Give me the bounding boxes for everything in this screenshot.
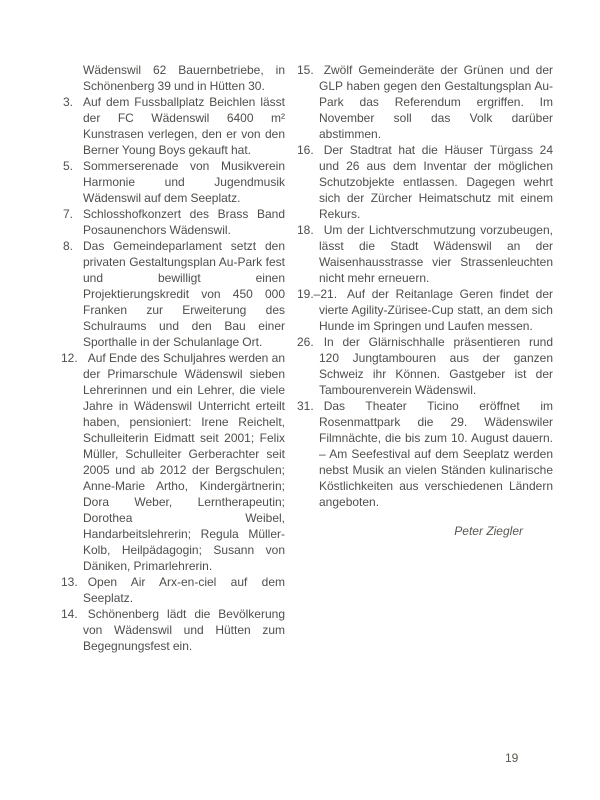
item-text: Der Stadtrat hat die Häuser Türgass 24 und 26 aus dem Inventar der möglichen Schutzobjekte entlassen. Dagegen wehrt sich der Zürcher Heimatschutz mit einem Rekurs. (319, 143, 553, 221)
page-number: 19 (505, 751, 519, 765)
list-item-18 (297, 222, 553, 286)
item-number: 3. (62, 95, 73, 109)
item-text: Schlosshofkonzert des Brass Band Posaunenchors Wädenswil. (83, 207, 285, 237)
item-number: 26. (297, 335, 314, 349)
item-number: 5. (62, 159, 73, 173)
list-item-13 (61, 574, 285, 606)
item-text: Auf der Reitanlage Geren findet der vierte Agility-Zürisee-Cup statt, an dem sich Hunde im Springen und Laufen messen. (319, 287, 553, 333)
list-item-2-continuation (61, 62, 285, 94)
list-item-14 (61, 606, 285, 654)
item-text: Auf dem Fussballplatz Beichlen lässt der FC Wädenswil 6400 m² Kunstrasen verlegen, den er von den Berner Young Boys gekauft hat. (83, 95, 285, 157)
item-text: Zwölf Gemeinderäte der Grünen und der GLP haben gegen den Gestaltungsplan Au-Park das Referendum ergriffen. Im November soll das Volk darüber abstimmen. (319, 63, 553, 141)
item-number: 15. (297, 63, 314, 77)
list-item-7 (61, 206, 285, 238)
item-number: 18. (297, 223, 314, 237)
item-text: Um der Lichtverschmutzung vorzubeugen, lässt die Stadt Wädenswil an der Waisenhausstrasse vier Strassenleuchten nicht mehr erneuern. (319, 223, 553, 285)
list-item-31 (297, 398, 553, 510)
list-item-8 (61, 238, 285, 350)
item-text: Schönenberg lädt die Bevölkerung von Wädenswil und Hütten zum Begegnungsfest ein. (83, 607, 285, 653)
column-right (297, 62, 553, 539)
list-item-3 (61, 94, 285, 158)
item-number: 16. (297, 143, 314, 157)
item-number: 12. (61, 351, 78, 365)
list-item-26 (297, 334, 553, 398)
column-left (61, 62, 285, 654)
item-number: 7. (62, 207, 73, 221)
item-text: Das Theater Ticino eröffnet im Rosenmattpark die 29. Wädenswiler Filmnächte, die bis zum 10. August dauern. – Am Seefestival auf dem Seeplatz werden nebst Musik an vielen Ständen kulinarische Köstlichkeiten aus verschiedenen Ländern angeboten. (319, 399, 553, 509)
item-text: Auf Ende des Schuljahres werden an der Primarschule Wädenswil sieben Lehrerinnen und ein Lehrer, die viele Jahre in Wädenswil Unterricht erteilt haben, pensioniert: Irene Reichelt, Schulleiterin Eidmatt seit 2001; Felix Müller, Schulleiter Gerberachter seit 2005 und ab 2012 der Bergschulen; Anne-Marie Artho, Kindergärtnerin; Dora Weber, Lerntherapeutin; Dorothea Weibel, Handarbeitslehrerin; Regula Müller-Kolb, Heilpädagogin; Susann von Däniken, Primarlehrerin. (83, 351, 285, 573)
item-text: Das Gemeindeparlament setzt den privaten Gestaltungsplan Au-Park fest und bewilligt einen Projektierungskredit von 450 000 Franken zur Erweiterung des Schulraums und den Bau einer Sporthalle in der Schulanlage Ort. (83, 239, 285, 349)
page-content (61, 62, 553, 654)
list-item-5 (61, 158, 285, 206)
item-text: Sommerserenade von Musikverein Harmonie und Jugendmusik Wädenswil auf dem Seeplatz. (83, 159, 285, 205)
item-text: Open Air Arx-en-ciel auf dem Seeplatz. (83, 575, 285, 605)
item-text: In der Glärnischhalle präsentieren rund 120 Jungtambouren aus der ganzen Schweiz ihr Können. Gastgeber ist der Tambourenverein Wädenswil. (319, 335, 553, 397)
item-number: 8. (62, 239, 73, 253)
list-item-12 (61, 350, 285, 574)
item-text: Wädenswil 62 Bauernbetriebe, in Schönenberg 39 und in Hütten 30. (83, 63, 285, 93)
item-number: 31. (297, 399, 314, 413)
list-item-15 (297, 62, 553, 142)
item-number: 19.–21. (297, 287, 338, 301)
list-item-19-21 (297, 286, 553, 334)
author-signature: Peter Ziegler (454, 524, 523, 538)
list-item-16 (297, 142, 553, 222)
item-number: 14. (61, 607, 78, 621)
item-number: 13. (61, 575, 78, 589)
